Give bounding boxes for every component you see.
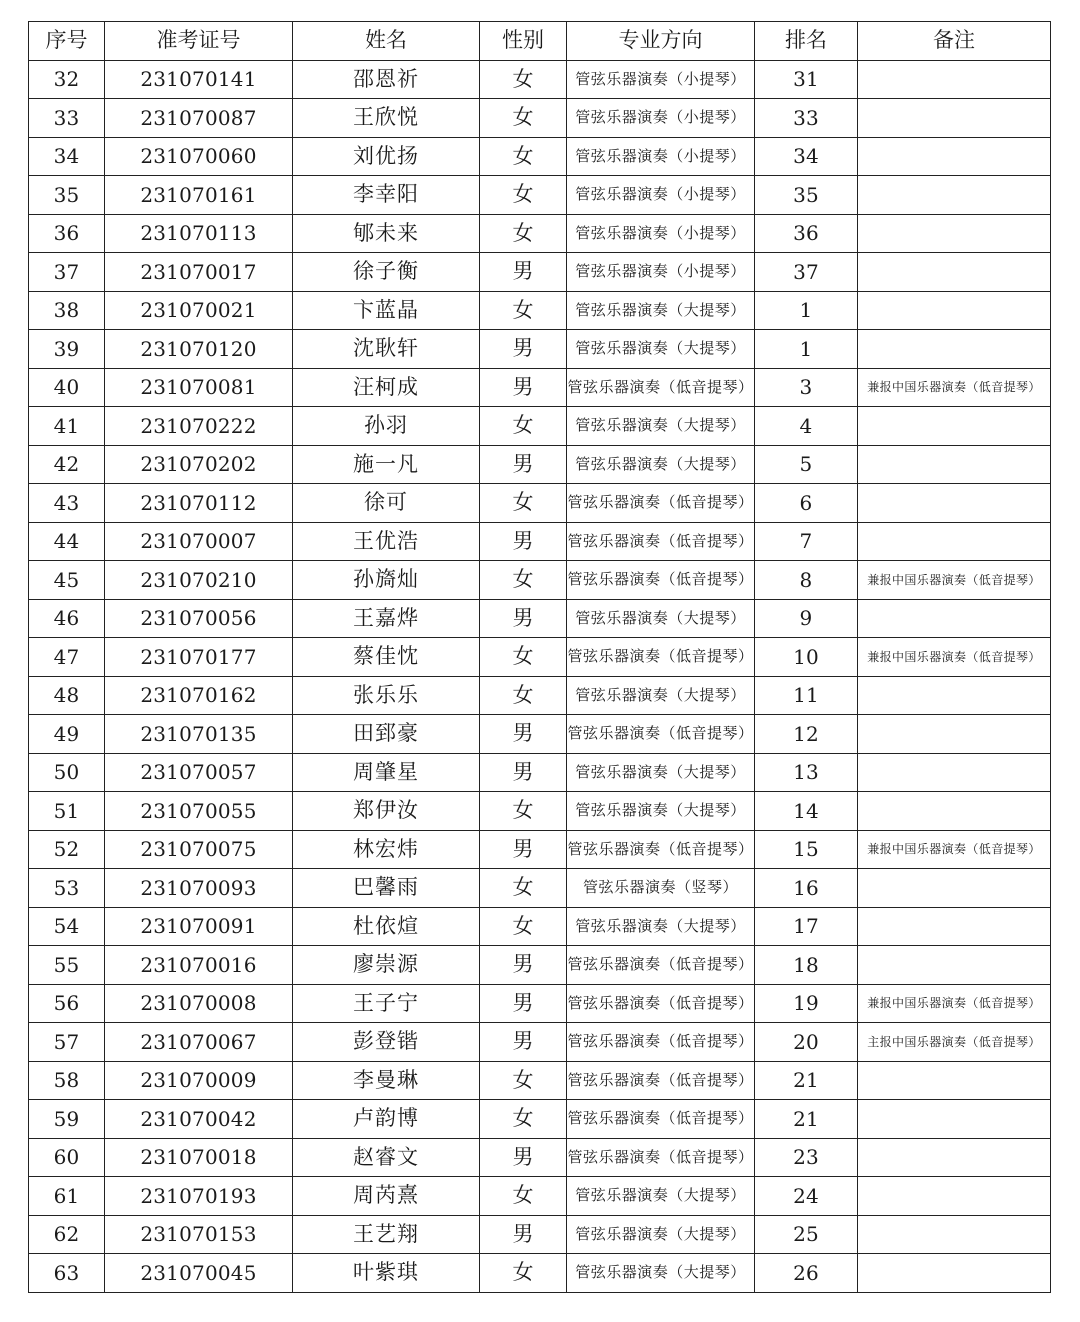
cell-name: 施一凡 [293,445,480,484]
table-row [29,445,1051,484]
header-major: 专业方向 [567,22,755,61]
cell-major: 管弦乐器演奏（大提琴） [567,792,755,831]
cell-rank: 16 [755,869,858,908]
cell-rank: 6 [755,484,858,523]
table-row [29,330,1051,369]
cell-name: 彭登锴 [293,1023,480,1062]
table-row [29,522,1051,561]
cell-rank: 1 [755,291,858,330]
table-row [29,1100,1051,1139]
table-row [29,561,1051,600]
cell-gender: 女 [480,137,567,176]
cell-gender: 男 [480,368,567,407]
cell-note [858,176,1051,215]
cell-gender: 男 [480,830,567,869]
cell-rank: 37 [755,253,858,292]
table-row [29,407,1051,446]
cell-exam-id: 231070120 [105,330,293,369]
cell-gender: 男 [480,984,567,1023]
cell-major: 管弦乐器演奏（低音提琴） [567,561,755,600]
cell-gender: 女 [480,561,567,600]
cell-name: 周芮熹 [293,1177,480,1216]
cell-gender: 女 [480,214,567,253]
cell-name: 徐可 [293,484,480,523]
cell-rank: 12 [755,715,858,754]
table-row [29,984,1051,1023]
cell-major: 管弦乐器演奏（低音提琴） [567,715,755,754]
cell-major: 管弦乐器演奏（大提琴） [567,291,755,330]
cell-seq: 43 [29,484,105,523]
cell-gender: 男 [480,445,567,484]
cell-name: 邵恩祈 [293,60,480,99]
cell-exam-id: 231070091 [105,907,293,946]
table-row [29,99,1051,138]
table-row [29,907,1051,946]
cell-seq: 57 [29,1023,105,1062]
cell-major: 管弦乐器演奏（大提琴） [567,330,755,369]
cell-rank: 25 [755,1215,858,1254]
table-row [29,830,1051,869]
cell-rank: 11 [755,676,858,715]
cell-rank: 13 [755,753,858,792]
cell-exam-id: 231070202 [105,445,293,484]
table-row [29,484,1051,523]
cell-name: 田郅豪 [293,715,480,754]
cell-rank: 9 [755,599,858,638]
cell-exam-id: 231070008 [105,984,293,1023]
cell-major: 管弦乐器演奏（低音提琴） [567,1138,755,1177]
cell-exam-id: 231070018 [105,1138,293,1177]
cell-gender: 男 [480,330,567,369]
table-row [29,753,1051,792]
cell-name: 王子宁 [293,984,480,1023]
cell-note [858,253,1051,292]
table-row [29,946,1051,985]
cell-seq: 63 [29,1254,105,1293]
header-rank: 排名 [755,22,858,61]
cell-major: 管弦乐器演奏（低音提琴） [567,1023,755,1062]
cell-note [858,792,1051,831]
cell-rank: 4 [755,407,858,446]
cell-gender: 男 [480,522,567,561]
cell-seq: 60 [29,1138,105,1177]
cell-name: 王优浩 [293,522,480,561]
cell-name: 李曼琳 [293,1061,480,1100]
cell-exam-id: 231070193 [105,1177,293,1216]
cell-name: 李幸阳 [293,176,480,215]
cell-rank: 1 [755,330,858,369]
cell-rank: 19 [755,984,858,1023]
cell-exam-id: 231070009 [105,1061,293,1100]
cell-seq: 35 [29,176,105,215]
cell-seq: 54 [29,907,105,946]
cell-seq: 56 [29,984,105,1023]
cell-seq: 45 [29,561,105,600]
cell-rank: 20 [755,1023,858,1062]
cell-exam-id: 231070055 [105,792,293,831]
cell-note [858,60,1051,99]
cell-seq: 37 [29,253,105,292]
cell-major: 管弦乐器演奏（低音提琴） [567,1100,755,1139]
cell-major: 管弦乐器演奏（低音提琴） [567,946,755,985]
cell-name: 王欣悦 [293,99,480,138]
cell-name: 张乐乐 [293,676,480,715]
cell-seq: 41 [29,407,105,446]
cell-rank: 26 [755,1254,858,1293]
cell-rank: 21 [755,1100,858,1139]
cell-gender: 女 [480,99,567,138]
cell-gender: 女 [480,291,567,330]
cell-note [858,1061,1051,1100]
cell-major: 管弦乐器演奏（小提琴） [567,60,755,99]
table-row [29,291,1051,330]
cell-gender: 男 [480,253,567,292]
cell-rank: 17 [755,907,858,946]
cell-note [858,137,1051,176]
table-row [29,869,1051,908]
table-row [29,176,1051,215]
cell-seq: 40 [29,368,105,407]
table-row [29,1138,1051,1177]
cell-name: 王嘉烨 [293,599,480,638]
cell-seq: 50 [29,753,105,792]
cell-note [858,1138,1051,1177]
cell-seq: 49 [29,715,105,754]
cell-note [858,445,1051,484]
cell-exam-id: 231070007 [105,522,293,561]
cell-major: 管弦乐器演奏（低音提琴） [567,830,755,869]
cell-rank: 8 [755,561,858,600]
cell-name: 林宏炜 [293,830,480,869]
cell-name: 刘优扬 [293,137,480,176]
cell-seq: 51 [29,792,105,831]
cell-note [858,99,1051,138]
cell-note [858,484,1051,523]
cell-seq: 42 [29,445,105,484]
cell-exam-id: 231070016 [105,946,293,985]
cell-gender: 男 [480,599,567,638]
cell-rank: 23 [755,1138,858,1177]
cell-major: 管弦乐器演奏（大提琴） [567,445,755,484]
cell-exam-id: 231070021 [105,291,293,330]
cell-major: 管弦乐器演奏（小提琴） [567,214,755,253]
cell-note: 兼报中国乐器演奏（低音提琴） [858,368,1051,407]
cell-seq: 36 [29,214,105,253]
table-row [29,214,1051,253]
cell-note [858,599,1051,638]
cell-rank: 34 [755,137,858,176]
cell-exam-id: 231070067 [105,1023,293,1062]
cell-major: 管弦乐器演奏（低音提琴） [567,368,755,407]
cell-name: 郇未来 [293,214,480,253]
cell-rank: 31 [755,60,858,99]
table-row [29,715,1051,754]
ranking-table [28,21,1051,1293]
header-gender: 性别 [480,22,567,61]
cell-gender: 男 [480,1023,567,1062]
cell-note: 兼报中国乐器演奏（低音提琴） [858,561,1051,600]
cell-exam-id: 231070017 [105,253,293,292]
table-row [29,1023,1051,1062]
table-row [29,1177,1051,1216]
cell-name: 孙羽 [293,407,480,446]
cell-rank: 5 [755,445,858,484]
cell-major: 管弦乐器演奏（大提琴） [567,1215,755,1254]
header-name: 姓名 [293,22,480,61]
cell-major: 管弦乐器演奏（大提琴） [567,676,755,715]
cell-exam-id: 231070075 [105,830,293,869]
cell-note [858,1100,1051,1139]
cell-note [858,1177,1051,1216]
cell-rank: 18 [755,946,858,985]
cell-note [858,907,1051,946]
cell-exam-id: 231070141 [105,60,293,99]
table-row [29,60,1051,99]
cell-seq: 59 [29,1100,105,1139]
cell-exam-id: 231070135 [105,715,293,754]
cell-name: 周肇星 [293,753,480,792]
cell-gender: 女 [480,638,567,677]
cell-note [858,522,1051,561]
cell-gender: 女 [480,869,567,908]
cell-major: 管弦乐器演奏（低音提琴） [567,522,755,561]
cell-gender: 女 [480,1254,567,1293]
table-row [29,599,1051,638]
cell-rank: 3 [755,368,858,407]
cell-note [858,1254,1051,1293]
cell-note [858,753,1051,792]
cell-name: 汪柯成 [293,368,480,407]
cell-seq: 34 [29,137,105,176]
table-row [29,1254,1051,1293]
cell-rank: 36 [755,214,858,253]
cell-seq: 46 [29,599,105,638]
cell-name: 叶紫琪 [293,1254,480,1293]
cell-exam-id: 231070162 [105,676,293,715]
cell-name: 卞蓝晶 [293,291,480,330]
cell-rank: 10 [755,638,858,677]
cell-major: 管弦乐器演奏（大提琴） [567,753,755,792]
cell-seq: 44 [29,522,105,561]
table-row [29,676,1051,715]
cell-exam-id: 231070177 [105,638,293,677]
cell-name: 郑伊汝 [293,792,480,831]
cell-name: 沈耿轩 [293,330,480,369]
cell-rank: 15 [755,830,858,869]
header-note: 备注 [858,22,1051,61]
cell-major: 管弦乐器演奏（低音提琴） [567,484,755,523]
cell-exam-id: 231070060 [105,137,293,176]
cell-major: 管弦乐器演奏（低音提琴） [567,984,755,1023]
cell-seq: 62 [29,1215,105,1254]
cell-gender: 女 [480,60,567,99]
cell-name: 徐子衡 [293,253,480,292]
cell-name: 廖崇源 [293,946,480,985]
cell-name: 赵睿文 [293,1138,480,1177]
cell-seq: 38 [29,291,105,330]
cell-rank: 33 [755,99,858,138]
cell-exam-id: 231070222 [105,407,293,446]
cell-exam-id: 231070113 [105,214,293,253]
cell-exam-id: 231070042 [105,1100,293,1139]
cell-gender: 男 [480,753,567,792]
cell-exam-id: 231070210 [105,561,293,600]
cell-gender: 女 [480,1061,567,1100]
cell-note: 兼报中国乐器演奏（低音提琴） [858,984,1051,1023]
cell-gender: 女 [480,484,567,523]
cell-major: 管弦乐器演奏（大提琴） [567,1177,755,1216]
cell-name: 杜依煊 [293,907,480,946]
cell-exam-id: 231070056 [105,599,293,638]
table-header-row [29,22,1051,61]
table-row [29,638,1051,677]
cell-rank: 24 [755,1177,858,1216]
table-body [29,60,1051,1292]
cell-exam-id: 231070057 [105,753,293,792]
cell-major: 管弦乐器演奏（小提琴） [567,176,755,215]
cell-major: 管弦乐器演奏（大提琴） [567,907,755,946]
cell-major: 管弦乐器演奏（大提琴） [567,599,755,638]
cell-exam-id: 231070087 [105,99,293,138]
cell-gender: 女 [480,1100,567,1139]
cell-gender: 男 [480,946,567,985]
cell-name: 卢韵博 [293,1100,480,1139]
cell-rank: 7 [755,522,858,561]
cell-major: 管弦乐器演奏（小提琴） [567,137,755,176]
cell-exam-id: 231070112 [105,484,293,523]
cell-name: 巴馨雨 [293,869,480,908]
table-row [29,1215,1051,1254]
cell-note [858,869,1051,908]
cell-exam-id: 231070153 [105,1215,293,1254]
cell-note [858,330,1051,369]
cell-gender: 女 [480,176,567,215]
cell-name: 孙旖灿 [293,561,480,600]
cell-note [858,1215,1051,1254]
cell-exam-id: 231070045 [105,1254,293,1293]
cell-major: 管弦乐器演奏（小提琴） [567,99,755,138]
header-seq: 序号 [29,22,105,61]
cell-major: 管弦乐器演奏（竖琴） [567,869,755,908]
cell-exam-id: 231070081 [105,368,293,407]
table-row [29,368,1051,407]
cell-note [858,946,1051,985]
cell-gender: 女 [480,676,567,715]
table-row [29,253,1051,292]
cell-note: 兼报中国乐器演奏（低音提琴） [858,638,1051,677]
cell-name: 王艺翔 [293,1215,480,1254]
cell-gender: 男 [480,1138,567,1177]
cell-gender: 女 [480,907,567,946]
table-row [29,792,1051,831]
cell-major: 管弦乐器演奏（小提琴） [567,253,755,292]
cell-major: 管弦乐器演奏（低音提琴） [567,1061,755,1100]
cell-note [858,291,1051,330]
cell-rank: 14 [755,792,858,831]
cell-note [858,407,1051,446]
cell-seq: 48 [29,676,105,715]
cell-note: 兼报中国乐器演奏（低音提琴） [858,830,1051,869]
cell-major: 管弦乐器演奏（低音提琴） [567,638,755,677]
cell-seq: 33 [29,99,105,138]
cell-gender: 女 [480,407,567,446]
cell-seq: 32 [29,60,105,99]
cell-gender: 女 [480,1177,567,1216]
cell-seq: 58 [29,1061,105,1100]
cell-exam-id: 231070093 [105,869,293,908]
cell-note [858,715,1051,754]
cell-seq: 47 [29,638,105,677]
cell-rank: 21 [755,1061,858,1100]
cell-note [858,676,1051,715]
cell-rank: 35 [755,176,858,215]
cell-seq: 53 [29,869,105,908]
cell-seq: 39 [29,330,105,369]
table-row [29,137,1051,176]
cell-note: 主报中国乐器演奏（低音提琴） [858,1023,1051,1062]
cell-seq: 55 [29,946,105,985]
cell-major: 管弦乐器演奏（大提琴） [567,1254,755,1293]
cell-gender: 女 [480,792,567,831]
cell-seq: 52 [29,830,105,869]
cell-major: 管弦乐器演奏（大提琴） [567,407,755,446]
cell-exam-id: 231070161 [105,176,293,215]
cell-gender: 男 [480,715,567,754]
table-row [29,1061,1051,1100]
cell-note [858,214,1051,253]
header-exam-id: 准考证号 [105,22,293,61]
cell-gender: 男 [480,1215,567,1254]
cell-name: 蔡佳忱 [293,638,480,677]
cell-seq: 61 [29,1177,105,1216]
